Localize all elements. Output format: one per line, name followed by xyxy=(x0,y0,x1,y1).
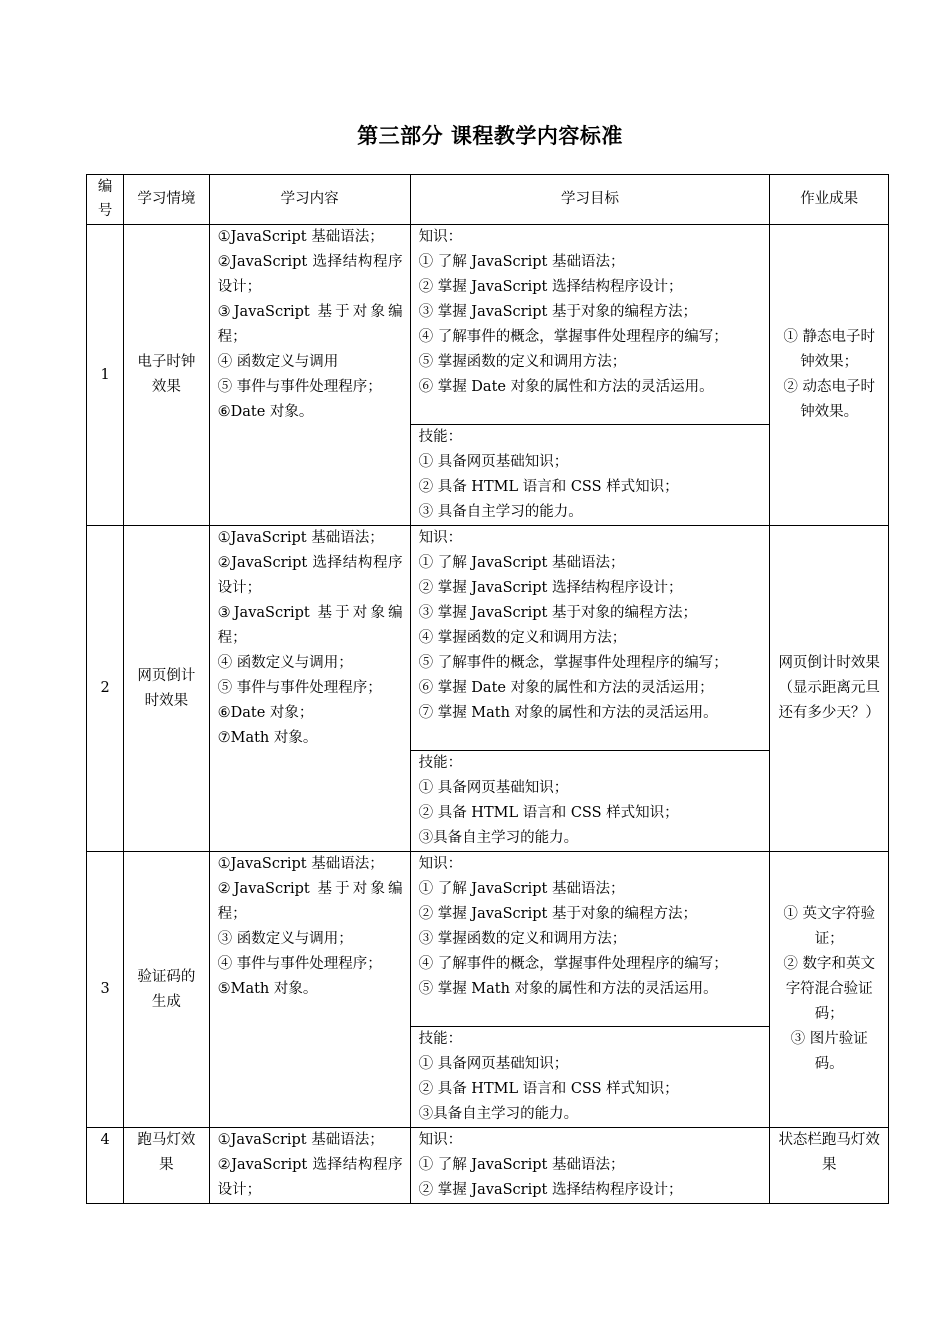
row-number: 2 xyxy=(87,526,124,852)
learning-situation xyxy=(124,852,209,1128)
learning-content xyxy=(209,1128,410,1204)
skill-goals xyxy=(410,751,770,852)
knowledge-item: ① 了解 JavaScript 基础语法； xyxy=(418,254,625,270)
content-item: ②JavaScript 基于对象编程； xyxy=(217,881,403,922)
table-row xyxy=(87,526,889,751)
knowledge-item: ⑤ 了解事件的概念，掌握事件处理程序的编写； xyxy=(418,655,728,671)
content-item: ⑥Date 对象； xyxy=(217,705,314,721)
content-item: ⑤ 事件与事件处理程序； xyxy=(217,680,382,696)
skill-goals xyxy=(410,425,770,526)
result-item: ③ 图片验证码。 xyxy=(790,1031,868,1072)
skill-item: ② 具备 HTML 语言和 CSS 样式知识； xyxy=(418,805,679,821)
content-item: ①JavaScript 基础语法； xyxy=(217,856,384,872)
knowledge-item: ⑤ 掌握 Math 对象的属性和方法的灵活运用。 xyxy=(418,981,718,997)
knowledge-item: ⑦ 掌握 Math 对象的属性和方法的灵活运用。 xyxy=(418,705,718,721)
content-item: ③JavaScript 基于对象编程； xyxy=(217,605,403,646)
skill-item: ③ 具备自主学习的能力。 xyxy=(418,504,583,520)
skills-heading: 技能： xyxy=(418,755,463,771)
learning-situation-text: 电子时钟效果 xyxy=(137,354,196,395)
result-item: ① 英文字符验证； xyxy=(783,906,875,947)
assignment-result xyxy=(770,852,889,1128)
content-item: ⑤Math 对象。 xyxy=(217,981,318,997)
content-item: ②JavaScript 选择结构程序设计； xyxy=(217,555,403,596)
knowledge-item: ⑥ 掌握 Date 对象的属性和方法的灵活运用。 xyxy=(418,379,714,395)
content-item: ④ 函数定义与调用； xyxy=(217,655,353,671)
result-item: ① 静态电子时钟效果； xyxy=(783,329,875,370)
knowledge-goals xyxy=(410,225,770,425)
knowledge-goals xyxy=(410,1128,770,1204)
curriculum-table xyxy=(86,174,889,1204)
skill-item: ③具备自主学习的能力。 xyxy=(418,1106,579,1122)
table-row xyxy=(87,225,889,425)
learning-content xyxy=(209,225,410,526)
knowledge-item: ② 掌握 JavaScript 基于对象的编程方法； xyxy=(418,906,697,922)
knowledge-heading: 知识： xyxy=(418,1132,463,1148)
content-item: ④ 函数定义与调用 xyxy=(217,354,339,370)
knowledge-heading: 知识： xyxy=(418,229,463,245)
knowledge-item: ④ 了解事件的概念，掌握事件处理程序的编写； xyxy=(418,956,728,972)
assignment-result xyxy=(770,1128,889,1204)
knowledge-item: ③ 掌握 JavaScript 基于对象的编程方法； xyxy=(418,605,697,621)
content-item: ③ 函数定义与调用； xyxy=(217,931,353,947)
knowledge-item: ⑤ 掌握函数的定义和调用方法； xyxy=(418,354,627,370)
learning-situation xyxy=(124,526,209,852)
knowledge-item: ⑥ 掌握 Date 对象的属性和方法的灵活运用； xyxy=(418,680,714,696)
skill-goals xyxy=(410,1027,770,1128)
skill-item: ① 具备网页基础知识； xyxy=(418,780,569,796)
learning-situation-text: 网页倒计时效果 xyxy=(137,667,196,709)
result-item: 状态栏跑马灯效果 xyxy=(778,1132,880,1173)
table-row xyxy=(87,1128,889,1204)
skill-item: ① 具备网页基础知识； xyxy=(418,1056,569,1072)
learning-situation-text: 跑马灯效果 xyxy=(137,1132,196,1173)
knowledge-goals xyxy=(410,852,770,1027)
header-num: 编号 xyxy=(87,175,124,225)
knowledge-goals xyxy=(410,526,770,751)
skill-item: ③具备自主学习的能力。 xyxy=(418,830,579,846)
content-item: ④ 事件与事件处理程序； xyxy=(217,956,382,972)
knowledge-heading: 知识： xyxy=(418,856,463,872)
table-row xyxy=(87,852,889,1027)
content-item: ③JavaScript 基于对象编程； xyxy=(217,304,403,345)
row-number: 3 xyxy=(87,852,124,1128)
skill-item: ② 具备 HTML 语言和 CSS 样式知识； xyxy=(418,1081,679,1097)
content-item: ⑥Date 对象。 xyxy=(217,404,314,420)
content-item: ②JavaScript 选择结构程序设计； xyxy=(217,254,403,295)
content-item: ①JavaScript 基础语法； xyxy=(217,1132,384,1148)
result-item: 网页倒计时效果（显示距离元旦还有多少天？） xyxy=(778,655,880,721)
header-result: 作业成果 xyxy=(770,175,889,225)
header-situation: 学习情境 xyxy=(124,175,209,225)
learning-situation xyxy=(124,1128,209,1204)
content-item: ①JavaScript 基础语法； xyxy=(217,229,384,245)
row-number: 1 xyxy=(87,225,124,526)
learning-situation-text: 验证码的生成 xyxy=(137,968,196,1010)
header-row xyxy=(87,175,889,225)
learning-situation xyxy=(124,225,209,526)
knowledge-item: ④ 了解事件的概念，掌握事件处理程序的编写； xyxy=(418,329,728,345)
skill-item: ② 具备 HTML 语言和 CSS 样式知识； xyxy=(418,479,679,495)
skills-heading: 技能： xyxy=(418,1031,463,1047)
content-item: ⑦Math 对象。 xyxy=(217,730,318,746)
knowledge-item: ① 了解 JavaScript 基础语法； xyxy=(418,881,625,897)
learning-content xyxy=(209,852,410,1128)
learning-content xyxy=(209,526,410,852)
row-number: 4 xyxy=(87,1128,124,1204)
assignment-result xyxy=(770,526,889,852)
page-title: 第三部分 课程教学内容标准 xyxy=(357,124,623,148)
skill-item: ① 具备网页基础知识； xyxy=(418,454,569,470)
knowledge-item: ② 掌握 JavaScript 选择结构程序设计； xyxy=(418,1182,683,1198)
header-content: 学习内容 xyxy=(209,175,410,225)
content-item: ⑤ 事件与事件处理程序； xyxy=(217,379,382,395)
knowledge-item: ② 掌握 JavaScript 选择结构程序设计； xyxy=(418,279,683,295)
knowledge-item: ④ 掌握函数的定义和调用方法； xyxy=(418,630,627,646)
result-item: ② 数字和英文字符混合验证码； xyxy=(783,956,875,1022)
result-item: ② 动态电子时钟效果。 xyxy=(783,379,875,420)
content-item: ②JavaScript 选择结构程序设计； xyxy=(217,1157,403,1198)
knowledge-item: ③ 掌握 JavaScript 基于对象的编程方法； xyxy=(418,304,697,320)
skills-heading: 技能： xyxy=(418,429,463,445)
knowledge-item: ② 掌握 JavaScript 选择结构程序设计； xyxy=(418,580,683,596)
knowledge-item: ① 了解 JavaScript 基础语法； xyxy=(418,1157,625,1173)
knowledge-item: ① 了解 JavaScript 基础语法； xyxy=(418,555,625,571)
header-goal: 学习目标 xyxy=(410,175,770,225)
knowledge-item: ③ 掌握函数的定义和调用方法； xyxy=(418,931,627,947)
knowledge-heading: 知识： xyxy=(418,530,463,546)
assignment-result xyxy=(770,225,889,526)
content-item: ①JavaScript 基础语法； xyxy=(217,530,384,546)
